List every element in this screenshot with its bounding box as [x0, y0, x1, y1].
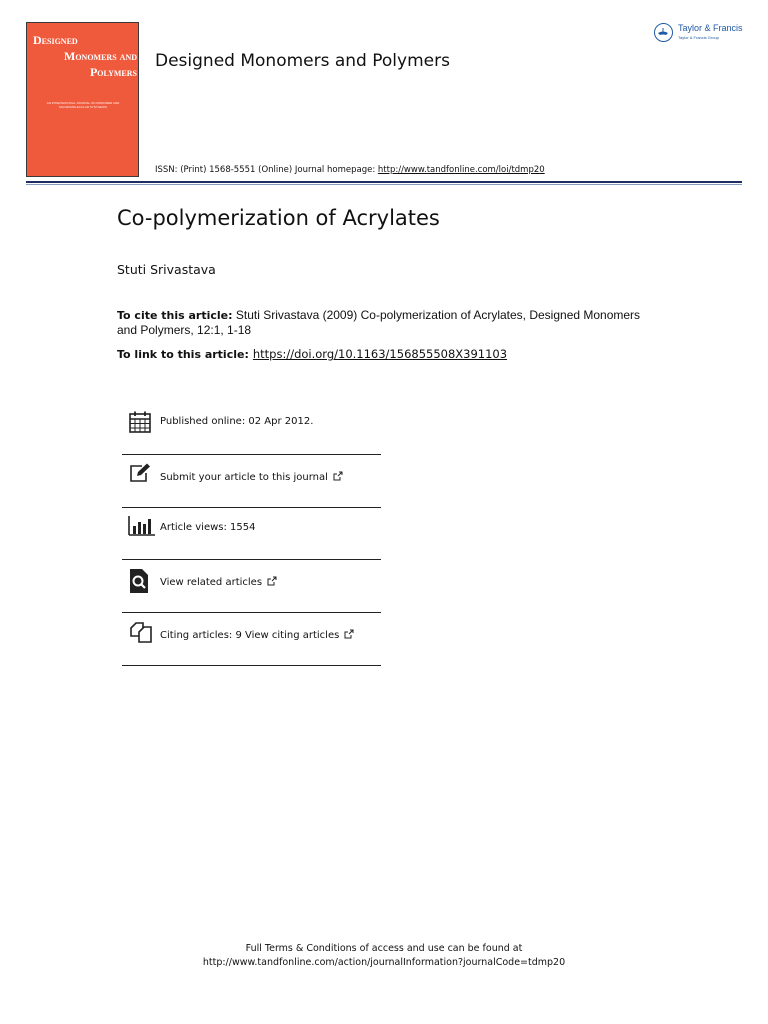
header-rule-thin [26, 184, 742, 185]
external-link-icon [267, 576, 277, 586]
meta-related[interactable] [122, 560, 381, 613]
meta-divider [122, 665, 381, 666]
bar-chart-icon [128, 514, 152, 538]
related-text: View related articles [160, 577, 263, 588]
doi-link[interactable]: https://doi.org/10.1163/156855508X391103 [252, 347, 508, 361]
publisher-group: Taylor & Francis Group [678, 35, 719, 40]
related-link[interactable] [160, 576, 277, 588]
issn-text: ISSN: (Print) 1568-5551 (Online) Journal homepage: [155, 165, 378, 175]
citing-link[interactable] [160, 629, 354, 641]
published-text: Published online: 02 Apr 2012. [160, 416, 314, 427]
citing-articles-icon [128, 620, 152, 644]
publisher-logo[interactable] [654, 22, 749, 46]
citing-text: Citing articles: 9 View citing articles [160, 630, 340, 641]
cover-title [33, 32, 137, 80]
footer [0, 942, 768, 970]
article-author: Stuti Srivastava [117, 262, 216, 277]
cover-title-line2: Monomers and [64, 49, 137, 63]
cover-title-line3: Polymers [89, 65, 137, 79]
meta-published [122, 406, 381, 456]
meta-citing[interactable] [122, 613, 381, 666]
article-title: Co-polymerization of Acrylates [117, 206, 440, 230]
issn-line [155, 165, 545, 175]
edit-icon [128, 462, 152, 486]
cite-text: Stuti Srivastava (2009) Co-polymerization of Acrylates, Designed Monomers and Polymers, 12:1, 1-18 [117, 308, 641, 337]
cite-label: To cite this article: [117, 309, 233, 322]
meta-divider [122, 454, 381, 455]
journal-title: Designed Monomers and Polymers [155, 51, 450, 71]
footer-url[interactable]: http://www.tandfonline.com/action/journalInformation?journalCode=tdmp20 [202, 957, 566, 968]
citation [117, 308, 657, 337]
meta-views [122, 508, 381, 560]
submit-link[interactable] [160, 471, 343, 483]
cover-subtitle: AN INTERNATIONAL JOURNAL ON MONOMER AND MACROMOLECULAR SYNTHESIS [46, 101, 120, 109]
tf-logo-icon [654, 23, 673, 42]
related-search-icon [128, 568, 152, 592]
journal-cover [26, 22, 139, 177]
footer-terms: Full Terms & Conditions of access and use can be found at [245, 943, 523, 954]
external-link-icon [333, 471, 343, 481]
cover-title-line1: Designed [33, 33, 78, 47]
article-link-line [117, 347, 507, 361]
views-text: Article views: 1554 [160, 522, 256, 533]
publisher-name: Taylor & Francis [678, 23, 743, 33]
submit-text: Submit your article to this journal [160, 472, 328, 483]
meta-submit[interactable] [122, 456, 381, 508]
external-link-icon [344, 629, 354, 639]
calendar-icon [128, 410, 152, 434]
header-rule [26, 181, 742, 183]
journal-homepage-link[interactable]: http://www.tandfonline.com/loi/tdmp20 [377, 165, 545, 175]
link-label: To link to this article: [117, 348, 249, 361]
